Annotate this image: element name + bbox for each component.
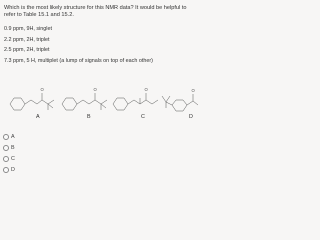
nmr-data-line: 0.9 ppm, 9H, singlet xyxy=(4,26,52,32)
oxygen-label-a: O xyxy=(40,87,44,92)
option-label: D xyxy=(11,167,15,173)
oxygen-label-c: O xyxy=(144,87,148,92)
option-label: B xyxy=(11,145,15,151)
structure-a xyxy=(10,93,54,110)
nmr-data-line: 2.2 ppm, 2H, triplet xyxy=(4,37,50,43)
option-label: A xyxy=(11,134,15,140)
nmr-data-line: 7.3 ppm, 5 H, multiplet (a lump of signals on top of each other) xyxy=(4,58,153,64)
structure-label-b: B xyxy=(87,114,91,120)
oxygen-label-d: O xyxy=(191,88,195,93)
option-b[interactable] xyxy=(3,145,15,151)
structures-svg xyxy=(4,64,198,130)
option-label: C xyxy=(11,156,15,162)
option-a[interactable] xyxy=(3,134,15,140)
structure-d xyxy=(162,94,198,111)
radio-button[interactable] xyxy=(3,145,9,151)
radio-button[interactable] xyxy=(3,156,9,162)
structure-label-d: D xyxy=(189,114,193,120)
radio-button[interactable] xyxy=(3,167,9,173)
nmr-data-line: 2.5 ppm, 2H, triplet xyxy=(4,47,50,53)
structure-figure xyxy=(4,64,198,130)
structure-c xyxy=(113,93,158,110)
structure-b xyxy=(62,93,107,110)
structure-label-a: A xyxy=(36,114,40,120)
option-c[interactable] xyxy=(3,156,15,162)
question-text: Which is the most likely structure for this NMR data? It would be helpful to refer to Table 15.1 and 15.2. xyxy=(4,5,187,19)
radio-button[interactable] xyxy=(3,134,9,140)
oxygen-label-b: O xyxy=(93,87,97,92)
structure-label-c: C xyxy=(141,114,145,120)
option-d[interactable] xyxy=(3,167,15,173)
